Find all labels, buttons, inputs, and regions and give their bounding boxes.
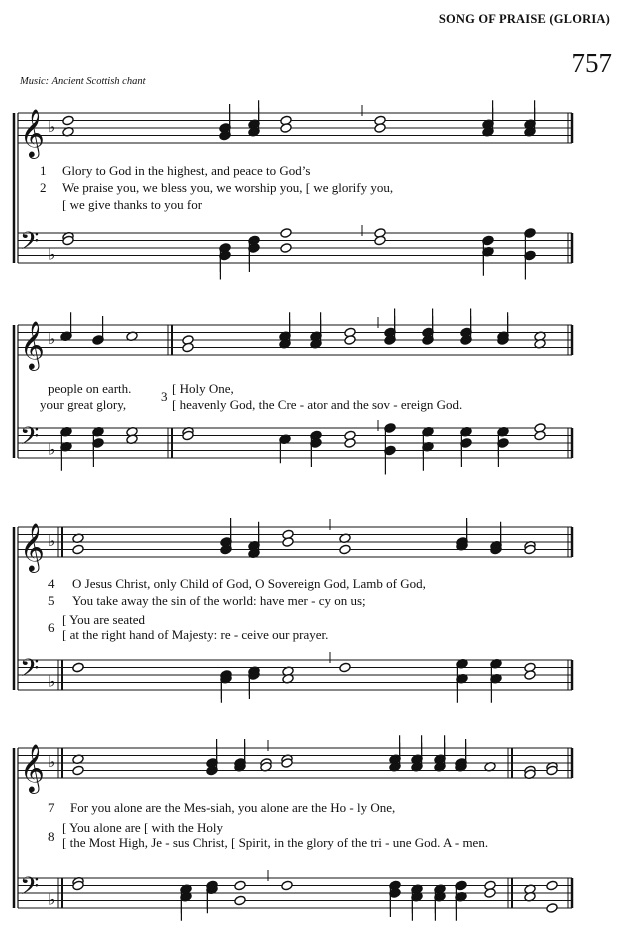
verse-number: 5 — [48, 593, 55, 608]
note-head — [546, 903, 558, 914]
verse-number: 1 — [40, 163, 47, 178]
lyric-line: your great glory, — [40, 397, 127, 412]
note-head — [484, 888, 496, 899]
verse-number: 8 — [48, 829, 55, 844]
lyric-line: Glory to God in the highest, and peace to God’s — [62, 163, 311, 178]
lyric-line: [ we give thanks to you for — [62, 197, 203, 212]
lyric-line: people on earth. — [48, 381, 132, 396]
note-head — [374, 123, 386, 134]
note-head — [234, 895, 246, 906]
note-head — [234, 880, 246, 891]
lyric-line: You take away the sin of the world: have mer - cy on us; — [72, 593, 366, 608]
bass-clef-icon: 𝄢 — [20, 227, 40, 262]
lyric-line: We praise you, we bless you, we worship you, [ we glorify you, — [62, 180, 394, 195]
flat-key-icon: ♭ — [48, 245, 56, 264]
flat-key-icon: ♭ — [48, 532, 56, 550]
treble-clef-icon: 𝄞 — [20, 522, 45, 571]
lyric-line: [ You alone are [ with the Holy — [62, 820, 224, 835]
lyric-line: O Jesus Christ, only Child of God, O Sovereign God, Lamb of God, — [72, 576, 426, 591]
lyric-line: [ Holy One, — [172, 381, 234, 396]
note-head — [374, 235, 386, 246]
note-head — [72, 544, 84, 555]
note-head — [280, 123, 292, 134]
note-head — [546, 880, 558, 891]
flat-key-icon: ♭ — [48, 330, 56, 348]
flat-key-icon: ♭ — [48, 440, 56, 459]
treble-clef-icon: 𝄞 — [20, 320, 45, 369]
lyric-line: For you alone are the Mes-siah, you alone are the Ho - ly One, — [70, 800, 396, 815]
lyric-line: [ You are seated — [62, 612, 146, 627]
bass-clef-icon: 𝄢 — [20, 654, 40, 689]
hymn-number: 757 — [571, 48, 612, 78]
bass-clef-icon: 𝄢 — [20, 422, 40, 457]
note-head — [72, 765, 84, 776]
note-head — [182, 342, 194, 353]
note-head — [534, 430, 546, 441]
note-head — [339, 662, 351, 673]
lyric-line: [ the Most High, Je - sus Christ, [ Spirit, in the glory of the tri - une God. A - men. — [62, 835, 489, 850]
flat-key-icon: ♭ — [48, 890, 56, 909]
verse-number: 2 — [40, 180, 47, 195]
note-head — [282, 537, 294, 548]
hymn-title: SONG OF PRAISE (GLORIA) — [438, 12, 610, 26]
note-head — [280, 228, 292, 239]
flat-key-icon: ♭ — [48, 753, 56, 771]
note-head — [72, 662, 84, 673]
note-head — [281, 880, 293, 891]
bass-clef-icon: 𝄢 — [20, 872, 40, 907]
note-head — [344, 438, 356, 449]
note-head — [524, 670, 536, 681]
treble-clef-icon: 𝄞 — [20, 743, 45, 792]
verse-number: 4 — [48, 576, 55, 591]
lyric-line: [ heavenly God, the Cre - ator and the sov - ereign God. — [172, 397, 463, 412]
flat-key-icon: ♭ — [48, 118, 56, 136]
flat-key-icon: ♭ — [48, 672, 56, 691]
note-head — [62, 115, 74, 126]
note-head — [280, 243, 292, 254]
lyric-line: [ at the right hand of Majesty: re - ceive our prayer. — [62, 627, 329, 642]
verse-number: 3 — [161, 389, 168, 404]
treble-clef-icon: 𝄞 — [20, 108, 45, 157]
note-head — [339, 544, 351, 555]
music-credit: Music: Ancient Scottish chant — [20, 76, 146, 87]
note-head — [344, 335, 356, 346]
verse-number: 7 — [48, 800, 55, 815]
verse-number: 6 — [48, 620, 55, 635]
